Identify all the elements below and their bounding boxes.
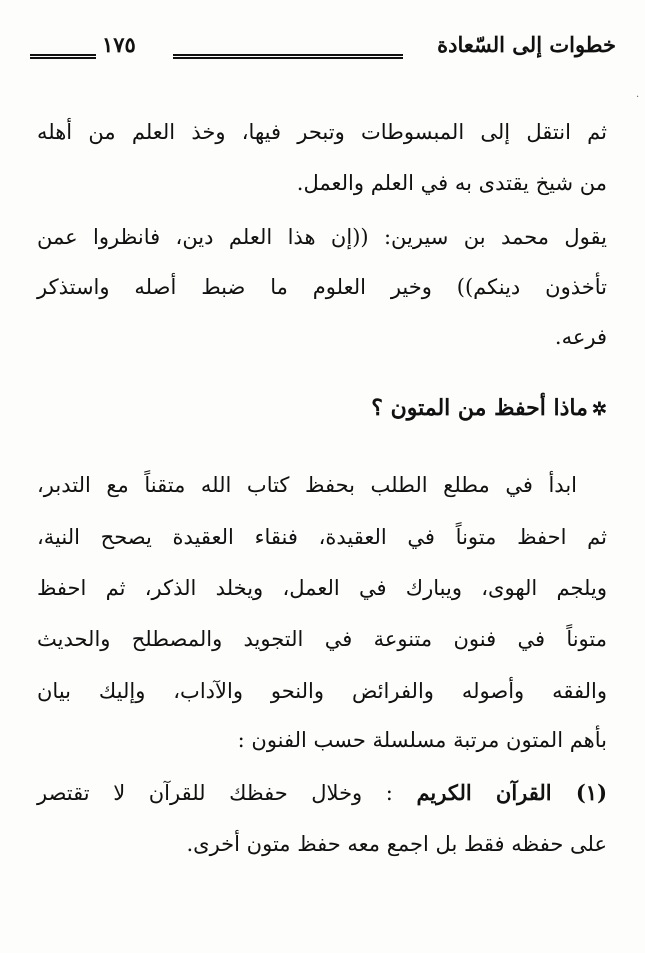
section-heading-text: ماذا أحفظ من المتون ؟ bbox=[371, 395, 588, 421]
page-number: ١٧٥ bbox=[102, 32, 136, 57]
running-title: خطوات إلى السّعادة bbox=[437, 32, 616, 57]
paragraph-line: فرعه. bbox=[554, 325, 607, 349]
paragraph-line: يقول محمد بن سيرين: ((إن هذا العلم دين، فانظروا عمن bbox=[37, 225, 607, 249]
paragraph-line: ويلجم الهوى، ويبارك في العمل، ويخلد الذكر، ثم احفظ bbox=[37, 576, 607, 600]
star-icon: ✲ bbox=[591, 399, 607, 420]
paragraph-line: متوناً في فنون متنوعة في التجويد والمصطلح والحديث bbox=[37, 627, 607, 651]
numbered-item bbox=[37, 778, 607, 808]
paragraph-line: ثم احفظ متوناً في العقيدة، فنقاء العقيدة يصحح النية، bbox=[37, 525, 607, 549]
header-rule-short bbox=[30, 54, 96, 59]
paragraph-line: من شيخ يقتدى به في العلم والعمل. bbox=[296, 171, 607, 195]
section-heading bbox=[37, 393, 607, 425]
paragraph-line: ثم انتقل إلى المبسوطات وتبحر فيها، وخذ العلم من أهله bbox=[37, 120, 607, 144]
scan-mark: · bbox=[636, 92, 640, 103]
paragraph-line: ابدأ في مطلع الطلب بحفظ كتاب الله متقناً مع التدبر، bbox=[37, 473, 577, 497]
page-header bbox=[28, 28, 616, 72]
paragraph-line: بأهم المتون مرتبة مسلسلة حسب الفنون : bbox=[237, 728, 607, 752]
paragraph-line: تأخذون دينكم)) وخير العلوم ما ضبط أصله واستذكر bbox=[37, 275, 607, 299]
paragraph-line: على حفظه فقط بل اجمع معه حفظ متون أخرى. bbox=[186, 832, 607, 856]
paragraph-line: والفقه وأصوله والفرائض والنحو والآداب، وإليك بيان bbox=[37, 679, 607, 703]
item-label: (١) القرآن الكريم bbox=[416, 780, 607, 805]
header-rule bbox=[173, 54, 403, 59]
item-text: : وخلال حفظك للقرآن لا تقتصر bbox=[37, 781, 393, 805]
